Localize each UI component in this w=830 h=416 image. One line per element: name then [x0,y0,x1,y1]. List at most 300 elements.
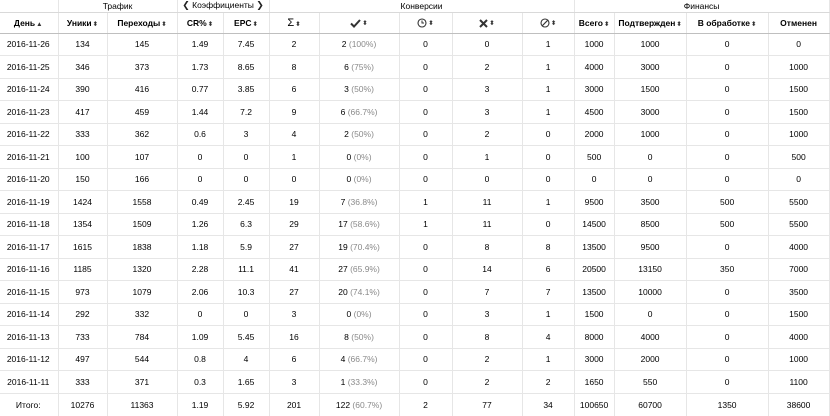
cell-approved-pct: (100%) [348,39,377,50]
totals-pending: 2 [399,393,452,416]
cell-rejected: 2 [452,123,522,146]
sort-arrows-icon: ⬍ [550,20,557,28]
cell-trash: 0 [522,213,574,236]
cell-pending: 0 [399,56,452,79]
col-total-label: Всего [578,17,603,28]
cell-epc: 0 [223,303,269,326]
totals-confirmed: 60700 [614,393,686,416]
cell-processing: 0 [686,303,768,326]
cell-cr: 0.77 [177,78,223,101]
cell-approved-pct: (50%) [351,129,374,140]
cell-approved [319,78,399,101]
cell-approved [319,236,399,259]
cell-epc: 8.65 [223,56,269,79]
cell-approved-pct: (66.7%) [347,354,378,365]
cell-approved-pct: (33.3%) [347,376,378,387]
cell-clicks: 332 [107,303,177,326]
cell-cr: 1.73 [177,56,223,79]
totals-rejected: 77 [452,393,522,416]
cell-total: 13500 [574,281,614,304]
totals-total: 100650 [574,393,614,416]
cell-sum: 3 [269,303,319,326]
group-header-row [0,0,829,12]
col-uniques[interactable] [58,12,107,33]
cell-confirmed: 0 [614,146,686,169]
table-row [0,146,829,169]
cell-approved-count: 2 [344,129,349,140]
sort-arrows-icon: ⬍ [676,20,682,28]
cell-clicks: 784 [107,326,177,349]
col-day[interactable] [0,12,58,33]
cell-epc: 5.9 [223,236,269,259]
cell-day: 2016-11-13 [0,326,58,349]
totals-uniques: 10276 [58,393,107,416]
totals-approved-pct: (60.7%) [352,399,383,410]
col-pending[interactable] [399,12,452,33]
sort-arrows-icon: ▲︎ [36,20,43,28]
totals-cr: 1.19 [177,393,223,416]
cell-epc: 0 [223,146,269,169]
cell-uniques: 100 [58,146,107,169]
cell-approved-count: 2 [341,39,347,50]
cell-uniques: 1615 [58,236,107,259]
cell-cr: 0 [177,303,223,326]
cell-sum: 3 [269,371,319,394]
cell-cancelled: 500 [768,146,829,169]
cell-approved [319,56,399,79]
table-row [0,56,829,79]
cell-day: 2016-11-26 [0,33,58,56]
cell-sum: 27 [269,236,319,259]
column-header-row [0,12,829,33]
cell-clicks: 1320 [107,258,177,281]
cell-uniques: 134 [58,33,107,56]
cell-sum: 8 [269,56,319,79]
cell-confirmed: 10000 [614,281,686,304]
cell-processing: 0 [686,281,768,304]
x-icon [479,19,488,28]
cell-trash: 0 [522,168,574,191]
cell-processing: 500 [686,213,768,236]
cell-cr: 1.49 [177,33,223,56]
cell-cr: 0 [177,168,223,191]
cell-cancelled: 7000 [768,258,829,281]
cell-pending: 0 [399,281,452,304]
col-cr[interactable] [177,12,223,33]
cell-pending: 0 [399,303,452,326]
cell-approved-count: 4 [340,354,346,365]
cell-epc: 5.45 [223,326,269,349]
col-clicks-label: Переходы [117,17,161,28]
cell-rejected: 3 [452,78,522,101]
cell-uniques: 292 [58,303,107,326]
cell-approved-count: 27 [338,264,348,275]
cell-approved-count: 1 [340,376,346,387]
cell-confirmed: 13150 [614,258,686,281]
cell-approved-pct: (50%) [351,84,374,95]
cell-trash: 1 [522,56,574,79]
cell-epc: 1.65 [223,371,269,394]
col-processing-label: В обработке [697,17,750,28]
cell-approved-count: 0 [346,151,352,162]
col-total[interactable] [574,12,614,33]
totals-sum: 201 [269,393,319,416]
cell-rejected: 7 [452,281,522,304]
cell-approved-pct: (75%) [351,61,374,72]
cell-uniques: 390 [58,78,107,101]
group-coefficients-label: Коэффициенты [192,0,254,11]
cell-cr: 0 [177,146,223,169]
cell-uniques: 150 [58,168,107,191]
cell-day: 2016-11-16 [0,258,58,281]
cell-rejected: 14 [452,258,522,281]
cell-clicks: 416 [107,78,177,101]
cell-clicks: 371 [107,371,177,394]
cell-clicks: 362 [107,123,177,146]
cell-confirmed: 3000 [614,101,686,124]
cell-cr: 1.26 [177,213,223,236]
cell-clicks: 1558 [107,191,177,214]
cell-approved-pct: (0%) [353,309,372,320]
cell-day: 2016-11-23 [0,101,58,124]
cell-confirmed: 550 [614,371,686,394]
cell-day: 2016-11-24 [0,78,58,101]
cell-sum: 2 [269,33,319,56]
cell-confirmed: 3500 [614,191,686,214]
cell-uniques: 1185 [58,258,107,281]
table-row [0,78,829,101]
cell-uniques: 733 [58,326,107,349]
clock-icon [417,18,427,28]
chevron-right-icon[interactable]: ❯ [256,0,264,11]
col-rejected[interactable] [452,12,522,33]
col-processing[interactable] [686,12,768,33]
ban-icon [540,18,550,28]
cell-trash: 1 [522,78,574,101]
cell-clicks: 459 [107,101,177,124]
group-empty [0,0,58,12]
cell-total: 1650 [574,371,614,394]
cell-processing: 0 [686,348,768,371]
cell-pending: 0 [399,348,452,371]
cell-pending: 0 [399,236,452,259]
cell-epc: 10.3 [223,281,269,304]
cell-processing: 0 [686,371,768,394]
cell-pending: 0 [399,258,452,281]
cell-total: 2000 [574,123,614,146]
cell-total: 1500 [574,303,614,326]
cell-cr: 0.3 [177,371,223,394]
cell-day: 2016-11-25 [0,56,58,79]
cell-epc: 7.45 [223,33,269,56]
col-approved[interactable] [319,12,399,33]
cell-sum: 6 [269,78,319,101]
cell-day: 2016-11-17 [0,236,58,259]
cell-trash: 8 [522,236,574,259]
cell-approved-count: 3 [344,84,349,95]
col-uniques-label: Уники [66,17,92,28]
cell-confirmed: 3000 [614,56,686,79]
cell-trash: 0 [522,123,574,146]
cell-trash: 4 [522,326,574,349]
cell-clicks: 166 [107,168,177,191]
totals-trash: 34 [522,393,574,416]
cell-uniques: 346 [58,56,107,79]
cell-processing: 0 [686,146,768,169]
cell-day: 2016-11-18 [0,213,58,236]
cell-processing: 0 [686,33,768,56]
cell-uniques: 497 [58,348,107,371]
cell-approved-count: 19 [338,241,348,252]
cell-approved-count: 0 [346,174,352,185]
cell-clicks: 1838 [107,236,177,259]
cell-approved [319,371,399,394]
cell-pending: 0 [399,33,452,56]
table-row [0,348,829,371]
cell-approved [319,348,399,371]
cell-epc: 3 [223,123,269,146]
cell-total: 4500 [574,101,614,124]
cell-cancelled: 1500 [768,303,829,326]
group-conversions: Конверсии [269,0,574,12]
sort-arrows-icon: ⬍ [207,20,214,28]
cell-day: 2016-11-11 [0,371,58,394]
cell-cr: 2.06 [177,281,223,304]
cell-approved [319,123,399,146]
cell-cr: 2.28 [177,258,223,281]
cell-sum: 29 [269,213,319,236]
cell-approved-count: 20 [338,286,348,297]
cell-approved [319,303,399,326]
cell-approved [319,33,399,56]
cell-rejected: 8 [452,326,522,349]
group-coefficients [177,0,269,12]
cell-trash: 1 [522,348,574,371]
cell-processing: 0 [686,168,768,191]
cell-day: 2016-11-14 [0,303,58,326]
cell-approved [319,213,399,236]
cell-trash: 2 [522,371,574,394]
cell-confirmed: 2000 [614,348,686,371]
col-epc[interactable] [223,12,269,33]
cell-day: 2016-11-12 [0,348,58,371]
cell-cancelled: 1000 [768,56,829,79]
group-traffic: Трафик [58,0,177,12]
table-row [0,236,829,259]
cell-epc: 0 [223,168,269,191]
cell-cr: 0.6 [177,123,223,146]
cell-uniques: 333 [58,123,107,146]
cell-approved [319,101,399,124]
table-row [0,101,829,124]
cell-total: 9500 [574,191,614,214]
cell-approved-pct: (74.1%) [350,286,380,297]
table-row [0,371,829,394]
cell-processing: 0 [686,236,768,259]
totals-row [0,393,829,416]
cell-rejected: 2 [452,371,522,394]
cell-cancelled: 0 [768,33,829,56]
cell-total: 0 [574,168,614,191]
totals-approved-count: 122 [335,399,351,410]
cell-processing: 500 [686,191,768,214]
col-confirmed-label: Подтвержден [618,17,676,28]
cell-pending: 1 [399,213,452,236]
cell-confirmed: 9500 [614,236,686,259]
cell-approved-count: 6 [340,106,346,117]
cell-sum: 0 [269,168,319,191]
cell-rejected: 8 [452,236,522,259]
cell-cr: 0.8 [177,348,223,371]
cell-confirmed: 0 [614,303,686,326]
cell-trash: 1 [522,191,574,214]
cell-confirmed: 1000 [614,123,686,146]
cell-epc: 7.2 [223,101,269,124]
cell-rejected: 0 [452,168,522,191]
cell-trash: 1 [522,33,574,56]
cell-approved [319,258,399,281]
cell-total: 20500 [574,258,614,281]
cell-cancelled: 4000 [768,326,829,349]
cell-cancelled: 3500 [768,281,829,304]
cell-cancelled: 1500 [768,78,829,101]
cell-day: 2016-11-21 [0,146,58,169]
sort-arrows-icon: ⬍ [92,20,99,28]
cell-approved [319,191,399,214]
sigma-icon: Σ [287,16,295,29]
totals-label: Итого: [0,393,58,416]
cell-cancelled: 1100 [768,371,829,394]
cell-sum: 27 [269,281,319,304]
cell-pending: 0 [399,146,452,169]
cell-confirmed: 8500 [614,213,686,236]
table-row [0,168,829,191]
cell-day: 2016-11-19 [0,191,58,214]
cell-cancelled: 1000 [768,348,829,371]
col-cr-label: CR% [186,17,207,28]
cell-pending: 0 [399,168,452,191]
cell-day: 2016-11-15 [0,281,58,304]
cell-total: 8000 [574,326,614,349]
cell-cancelled: 5500 [768,213,829,236]
cell-pending: 0 [399,123,452,146]
cell-cr: 1.09 [177,326,223,349]
cell-approved-pct: (66.7%) [347,106,378,117]
table-row [0,281,829,304]
cell-sum: 41 [269,258,319,281]
cell-approved [319,146,399,169]
cell-rejected: 11 [452,191,522,214]
cell-pending: 1 [399,191,452,214]
sort-arrows-icon: ⬍ [252,20,258,28]
sort-arrows-icon: ⬍ [161,20,167,28]
cell-rejected: 2 [452,56,522,79]
cell-approved-pct: (65.9%) [350,264,380,275]
cell-rejected: 2 [452,348,522,371]
totals-processing: 1350 [686,393,768,416]
col-day-label: День [13,17,36,28]
cell-total: 500 [574,146,614,169]
cell-rejected: 1 [452,146,522,169]
col-trash[interactable] [522,12,574,33]
cell-epc: 3.85 [223,78,269,101]
col-confirmed[interactable] [614,12,686,33]
col-epc-label: EPC [234,17,252,28]
cell-epc: 6.3 [223,213,269,236]
cell-rejected: 3 [452,101,522,124]
cell-processing: 0 [686,78,768,101]
cell-sum: 19 [269,191,319,214]
cell-pending: 0 [399,101,452,124]
table-row [0,191,829,214]
cell-epc: 2.45 [223,191,269,214]
cell-pending: 0 [399,371,452,394]
cell-pending: 0 [399,326,452,349]
table-row [0,213,829,236]
cell-epc: 4 [223,348,269,371]
cell-confirmed: 1000 [614,33,686,56]
cell-day: 2016-11-20 [0,168,58,191]
totals-approved [319,393,399,416]
sort-arrows-icon: ⬍ [489,20,495,28]
cell-cancelled: 1000 [768,123,829,146]
cell-confirmed: 1500 [614,78,686,101]
cell-cr: 1.18 [177,236,223,259]
cell-processing: 0 [686,123,768,146]
cell-approved-pct: (50%) [351,331,374,342]
check-icon [350,19,361,28]
chevron-left-icon[interactable]: ❮ [182,0,190,11]
cell-trash: 1 [522,101,574,124]
cell-clicks: 544 [107,348,177,371]
cell-sum: 16 [269,326,319,349]
cell-trash: 1 [522,303,574,326]
sort-arrows-icon: ⬍ [295,20,301,28]
cell-approved-count: 7 [340,196,346,207]
cell-clicks: 145 [107,33,177,56]
cell-clicks: 373 [107,56,177,79]
cell-approved-pct: (70.4%) [350,241,380,252]
col-cancelled-label: Отменен [780,17,817,28]
cell-sum: 4 [269,123,319,146]
cell-rejected: 0 [452,33,522,56]
col-cancelled[interactable] [768,12,829,33]
cell-total: 4000 [574,56,614,79]
sort-arrows-icon: ⬍ [428,20,434,28]
cell-sum: 6 [269,348,319,371]
cell-pending: 0 [399,78,452,101]
totals-clicks: 11363 [107,393,177,416]
totals-cancelled: 38600 [768,393,829,416]
table-row [0,123,829,146]
cell-confirmed: 4000 [614,326,686,349]
cell-approved [319,168,399,191]
cell-approved [319,326,399,349]
col-clicks[interactable] [107,12,177,33]
sort-arrows-icon: ⬍ [603,20,610,28]
cell-total: 3000 [574,348,614,371]
cell-approved [319,281,399,304]
col-sum[interactable] [269,12,319,33]
group-finance: Финансы [574,0,829,12]
sort-arrows-icon: ⬍ [362,20,368,28]
cell-cr: 0.49 [177,191,223,214]
cell-approved-count: 6 [344,61,349,72]
cell-processing: 0 [686,326,768,349]
cell-total: 3000 [574,78,614,101]
cell-total: 14500 [574,213,614,236]
cell-processing: 0 [686,101,768,124]
